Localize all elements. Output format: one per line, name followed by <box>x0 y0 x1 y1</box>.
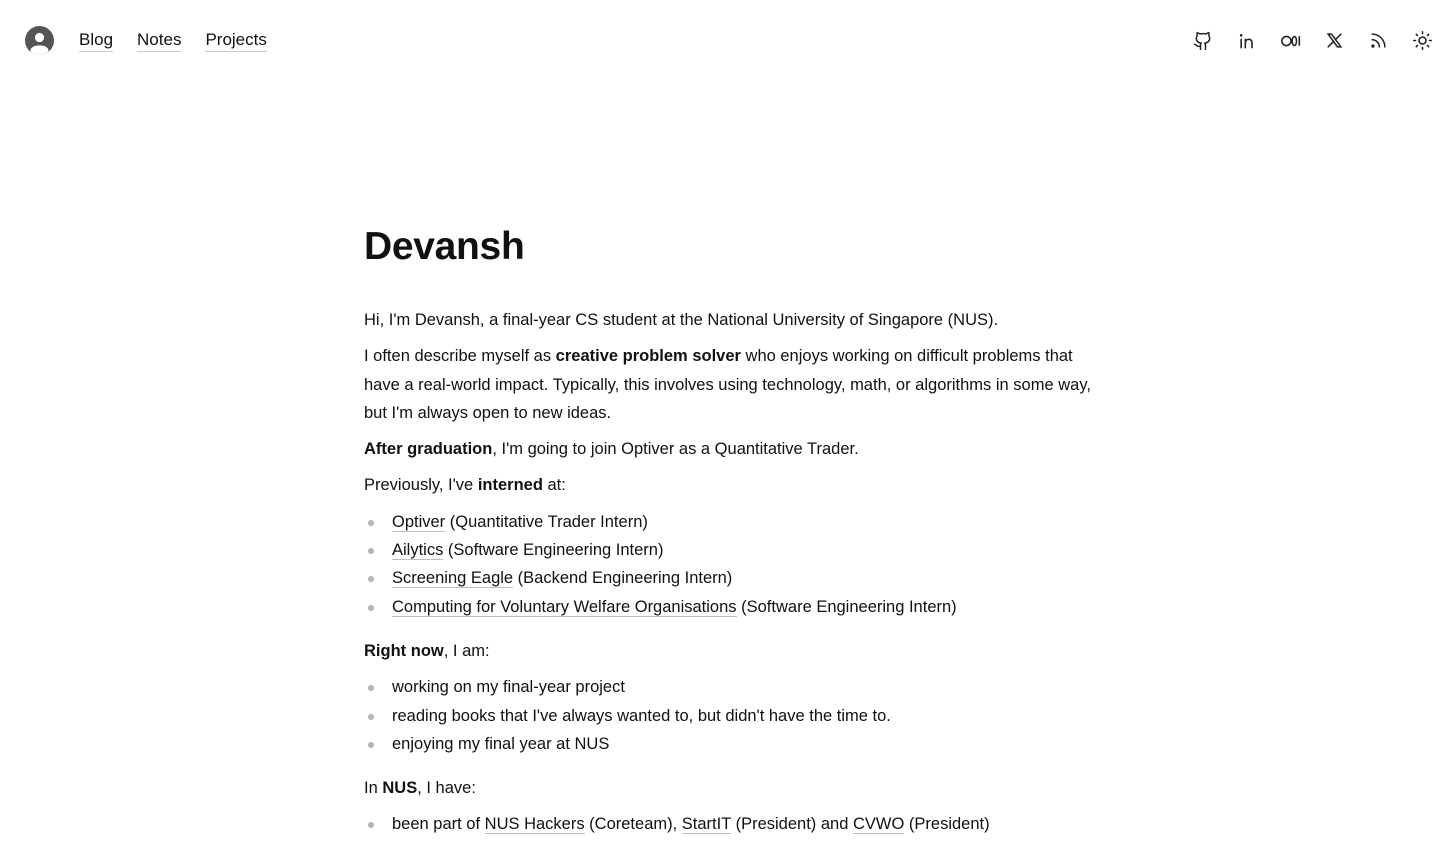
site-header <box>0 0 1456 80</box>
nav-link-projects[interactable]: Projects <box>205 29 266 52</box>
github-icon[interactable] <box>1191 29 1214 52</box>
page-title: Devansh <box>364 225 525 268</box>
graduation-paragraph: After graduation, I'm going to join Optiver as a Quantitative Trader. <box>364 440 859 459</box>
theme-toggle-icon[interactable] <box>1411 29 1434 52</box>
internship-link-optiver[interactable]: Optiver <box>392 512 446 531</box>
linkedin-icon[interactable] <box>1235 29 1258 52</box>
user-icon <box>25 26 54 55</box>
list-item: reading books that I've always wanted to, but didn't have the time to. <box>364 702 1094 730</box>
nus-paragraph: In NUS, I have: <box>364 779 476 798</box>
cvwo-link[interactable]: CVWO <box>852 815 905 834</box>
internship-link-ailytics[interactable]: Ailytics <box>392 541 444 560</box>
main-nav <box>79 29 267 52</box>
list-item: enjoying my final year at NUS <box>364 730 1094 758</box>
startit-link[interactable]: StartIT <box>681 815 731 834</box>
nus-list <box>364 810 1094 838</box>
list-item: been part of NUS Hackers (Coreteam), StartIT (President) and CVWO (President) <box>364 810 1094 838</box>
current-activities-list <box>364 673 1094 758</box>
describe-paragraph: I often describe myself as creative problem solver who enjoys working on difficult problems that have a real-world impact. Typically, this involves using technology, math, or algorithms in some way, but I'm always open to new ideas. <box>364 347 1091 422</box>
x-icon[interactable] <box>1323 29 1346 52</box>
nav-link-notes[interactable]: Notes <box>137 29 181 52</box>
avatar[interactable] <box>25 26 54 55</box>
main-content <box>364 222 1094 855</box>
rss-icon[interactable] <box>1367 29 1390 52</box>
internship-list <box>364 508 1094 621</box>
interned-paragraph: Previously, I've interned at: <box>364 476 566 495</box>
nav-link-blog[interactable]: Blog <box>79 29 113 52</box>
list-item: working on my final-year project <box>364 673 1094 701</box>
list-item: Optiver (Quantitative Trader Intern) <box>364 508 1094 536</box>
list-item: Computing for Voluntary Welfare Organisations (Software Engineering Intern) <box>364 593 1094 621</box>
intro-paragraph: Hi, I'm Devansh, a final-year CS student at the National University of Singapore (NUS). <box>364 311 999 329</box>
nus-hackers-link[interactable]: NUS Hackers <box>484 815 585 834</box>
list-item: Screening Eagle (Backend Engineering Intern) <box>364 564 1094 592</box>
internship-link-cvwo[interactable]: Computing for Voluntary Welfare Organisations <box>392 597 737 616</box>
list-item: Ailytics (Software Engineering Intern) <box>364 536 1094 564</box>
social-links <box>1191 29 1434 52</box>
medium-icon[interactable] <box>1279 29 1302 52</box>
right-now-paragraph: Right now, I am: <box>364 641 490 660</box>
internship-link-screening-eagle[interactable]: Screening Eagle <box>392 569 514 588</box>
